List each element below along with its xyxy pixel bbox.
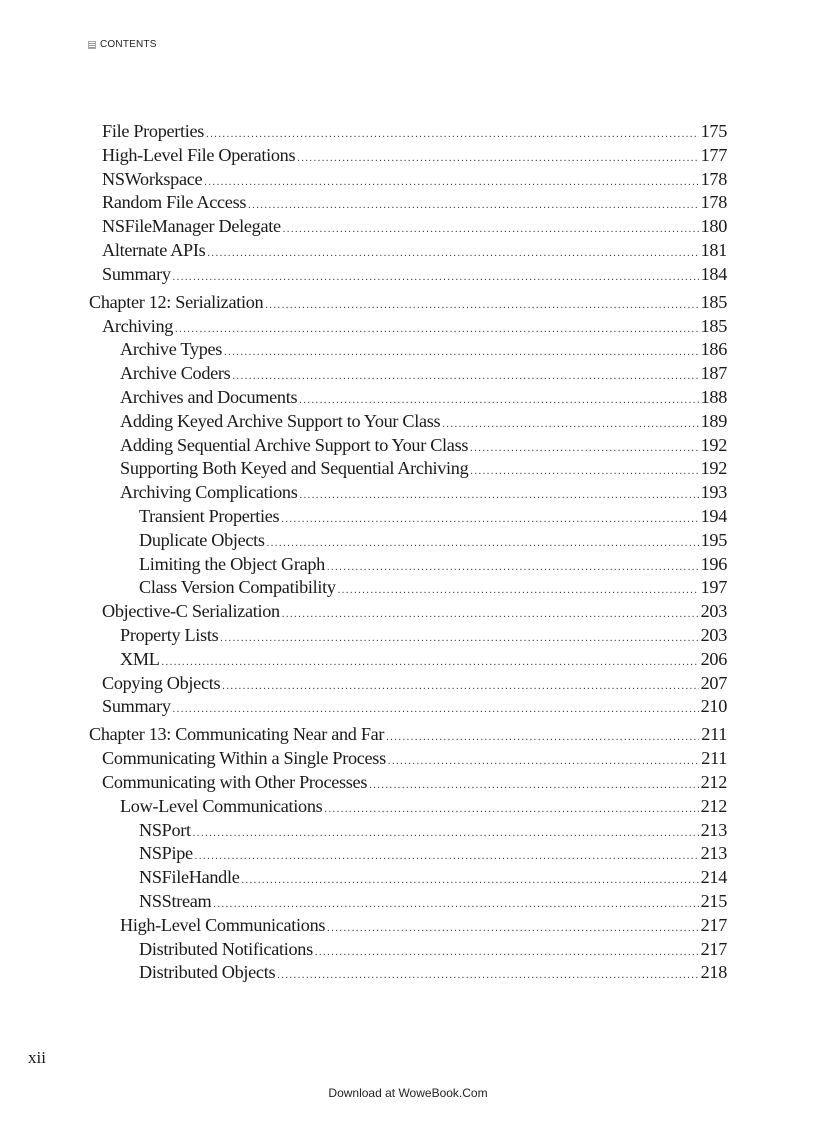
toc-entry-title: Copying Objects <box>102 672 221 693</box>
toc-chapter-entry <box>89 287 727 315</box>
toc-entry-title: XML <box>120 648 160 669</box>
toc-entry <box>89 215 727 239</box>
toc-entry <box>89 239 727 263</box>
toc-entry-page: 193 <box>700 482 727 503</box>
toc-entry <box>89 747 727 771</box>
toc-leader-dots <box>265 293 698 319</box>
toc-entry-page: 195 <box>700 529 727 550</box>
toc-leader-dots <box>248 194 698 218</box>
toc-entry-page: 175 <box>700 121 727 141</box>
toc-entry-page: 187 <box>700 363 727 384</box>
toc-entry-page: 184 <box>700 263 727 284</box>
toc-entry-title: Archive Coders <box>120 363 231 384</box>
toc-entry-page: 185 <box>700 315 727 336</box>
toc-entry-page: 185 <box>700 291 727 312</box>
toc-leader-dots <box>470 460 698 484</box>
toc-entry-page: 218 <box>700 962 727 983</box>
toc-entry <box>89 362 727 386</box>
toc-entry <box>89 529 727 553</box>
toc-entry-title: Limiting the Object Graph <box>139 553 325 574</box>
toc-entry-title: Summary <box>102 263 171 284</box>
toc-leader-dots <box>204 171 698 195</box>
toc-entry-page: 217 <box>700 914 727 935</box>
toc-entry-page: 206 <box>700 648 727 669</box>
toc-leader-dots <box>207 242 698 266</box>
toc-entry-title: Summary <box>102 696 171 717</box>
toc-entry-page: 180 <box>700 216 727 237</box>
toc-entry <box>89 842 727 866</box>
toc-entry <box>89 938 727 962</box>
toc-entry-title: Distributed Objects <box>139 962 276 983</box>
running-header <box>88 39 157 50</box>
toc-leader-dots <box>222 675 698 699</box>
toc-entry-page: 214 <box>700 867 727 888</box>
footer-watermark: Download at WoweBook.Com <box>328 1086 488 1100</box>
toc-leader-dots <box>297 147 698 171</box>
toc-entry <box>89 457 727 481</box>
toc-entry-title: NSPort <box>139 819 191 840</box>
toc-entry <box>89 191 727 215</box>
toc-leader-dots <box>193 822 699 846</box>
toc-entry-page: 192 <box>700 434 727 455</box>
toc-entry-page: 192 <box>700 458 727 479</box>
toc-leader-dots <box>369 774 699 798</box>
toc-entry <box>89 338 727 362</box>
toc-entry <box>89 648 727 672</box>
toc-entry-page: 196 <box>700 553 727 574</box>
toc-entry <box>89 600 727 624</box>
toc-leader-dots <box>282 603 699 627</box>
toc-entry-page: 217 <box>700 938 727 959</box>
toc-entry-title: NSStream <box>139 890 212 911</box>
toc-entry-title: Supporting Both Keyed and Sequential Archiving <box>120 458 469 479</box>
toc-leader-dots <box>388 750 699 774</box>
toc-leader-dots <box>315 941 699 965</box>
toc-entry <box>89 795 727 819</box>
toc-entry-page: 181 <box>700 239 727 260</box>
toc-entry <box>89 120 727 144</box>
toc-entry-page: 189 <box>700 410 727 431</box>
toc-entry-page: 178 <box>700 192 727 213</box>
toc-entry-page: 177 <box>700 144 727 165</box>
toc-entry-title: High-Level Communications <box>120 914 326 935</box>
toc-entry-title: Communicating Within a Single Process <box>102 748 386 769</box>
header-mark-icon <box>88 41 96 49</box>
toc-entry-title: Chapter 13: Communicating Near and Far <box>89 724 385 745</box>
toc-entry-page: 207 <box>700 672 727 693</box>
toc-entry <box>89 481 727 505</box>
toc-entry <box>89 576 727 600</box>
toc-leader-dots <box>162 651 699 675</box>
toc-entry-page: 212 <box>700 795 727 816</box>
toc-entry <box>89 315 727 339</box>
toc-leader-dots <box>470 437 698 461</box>
toc-entry-title: High-Level File Operations <box>102 144 296 165</box>
toc-entry <box>89 624 727 648</box>
toc-entry-title: NSWorkspace <box>102 168 203 189</box>
toc-leader-dots <box>299 484 698 508</box>
toc-entry-title: NSFileHandle <box>139 867 240 888</box>
toc-entry-page: 213 <box>700 819 727 840</box>
toc-leader-dots <box>281 508 698 532</box>
toc-entry-title: Archiving Complications <box>120 482 298 503</box>
table-of-contents <box>89 120 727 985</box>
toc-leader-dots <box>327 556 699 580</box>
toc-entry <box>89 410 727 434</box>
toc-entry-title: Alternate APIs <box>102 239 206 260</box>
toc-entry <box>89 672 727 696</box>
toc-entry-page: 194 <box>700 505 727 526</box>
toc-entry <box>89 386 727 410</box>
toc-entry <box>89 961 727 985</box>
toc-entry <box>89 771 727 795</box>
toc-leader-dots <box>324 798 698 822</box>
toc-entry <box>89 168 727 192</box>
toc-entry <box>89 144 727 168</box>
toc-entry-page: 211 <box>701 724 727 745</box>
toc-leader-dots <box>442 413 698 437</box>
toc-entry-page: 213 <box>700 843 727 864</box>
toc-entry-title: Archives and Documents <box>120 386 298 407</box>
toc-entry-page: 188 <box>700 386 727 407</box>
toc-entry-page: 178 <box>700 168 727 189</box>
toc-entry-page: 186 <box>700 339 727 360</box>
toc-entry <box>89 263 727 287</box>
toc-entry-page: 203 <box>700 624 727 645</box>
toc-entry-title: Duplicate Objects <box>139 529 265 550</box>
running-header-label: CONTENTS <box>100 39 157 50</box>
toc-entry <box>89 505 727 529</box>
toc-leader-dots <box>220 627 698 651</box>
toc-leader-dots <box>173 266 699 290</box>
toc-entry-title: NSFileManager Delegate <box>102 216 281 237</box>
toc-entry <box>89 819 727 843</box>
toc-entry-page: 197 <box>700 577 727 598</box>
toc-leader-dots <box>224 341 699 365</box>
toc-entry-title: Archiving <box>102 315 174 336</box>
toc-entry-page: 203 <box>700 601 727 622</box>
toc-entry-page: 215 <box>700 890 727 911</box>
toc-entry-title: File Properties <box>102 121 205 141</box>
toc-entry-title: Class Version Compatibility <box>139 577 336 598</box>
toc-entry-title: Low-Level Communications <box>120 795 323 816</box>
toc-entry <box>89 434 727 458</box>
toc-leader-dots <box>277 964 698 988</box>
toc-leader-dots <box>267 532 699 556</box>
toc-entry-title: Adding Sequential Archive Support to Your Class <box>120 434 469 455</box>
toc-leader-dots <box>173 698 699 722</box>
toc-leader-dots <box>241 869 698 893</box>
toc-entry-title: Chapter 12: Serialization <box>89 291 264 312</box>
toc-entry <box>89 695 727 719</box>
toc-entry-title: Objective-C Serialization <box>102 601 280 622</box>
toc-entry-page: 211 <box>701 748 727 769</box>
toc-leader-dots <box>195 845 699 869</box>
toc-leader-dots <box>283 218 699 242</box>
toc-entry <box>89 553 727 577</box>
toc-entry <box>89 914 727 938</box>
page-number: xii <box>28 1048 46 1067</box>
toc-entry-title: Transient Properties <box>139 505 280 526</box>
toc-leader-dots <box>338 579 699 603</box>
toc-entry <box>89 866 727 890</box>
toc-chapter-entry <box>89 719 727 747</box>
toc-leader-dots <box>232 365 698 389</box>
toc-leader-dots <box>386 725 699 751</box>
toc-entry-title: Communicating with Other Processes <box>102 771 368 792</box>
toc-entry-title: Archive Types <box>120 339 223 360</box>
toc-entry <box>89 890 727 914</box>
toc-entry-page: 210 <box>700 696 727 717</box>
toc-entry-title: Distributed Notifications <box>139 938 313 959</box>
toc-entry-title: Random File Access <box>102 192 247 213</box>
toc-entry-title: NSPipe <box>139 843 193 864</box>
toc-entry-title: Adding Keyed Archive Support to Your Class <box>120 410 441 431</box>
toc-entry-title: Property Lists <box>120 624 219 645</box>
toc-entry-page: 212 <box>700 771 727 792</box>
toc-leader-dots <box>327 917 698 941</box>
toc-leader-dots <box>175 318 699 342</box>
